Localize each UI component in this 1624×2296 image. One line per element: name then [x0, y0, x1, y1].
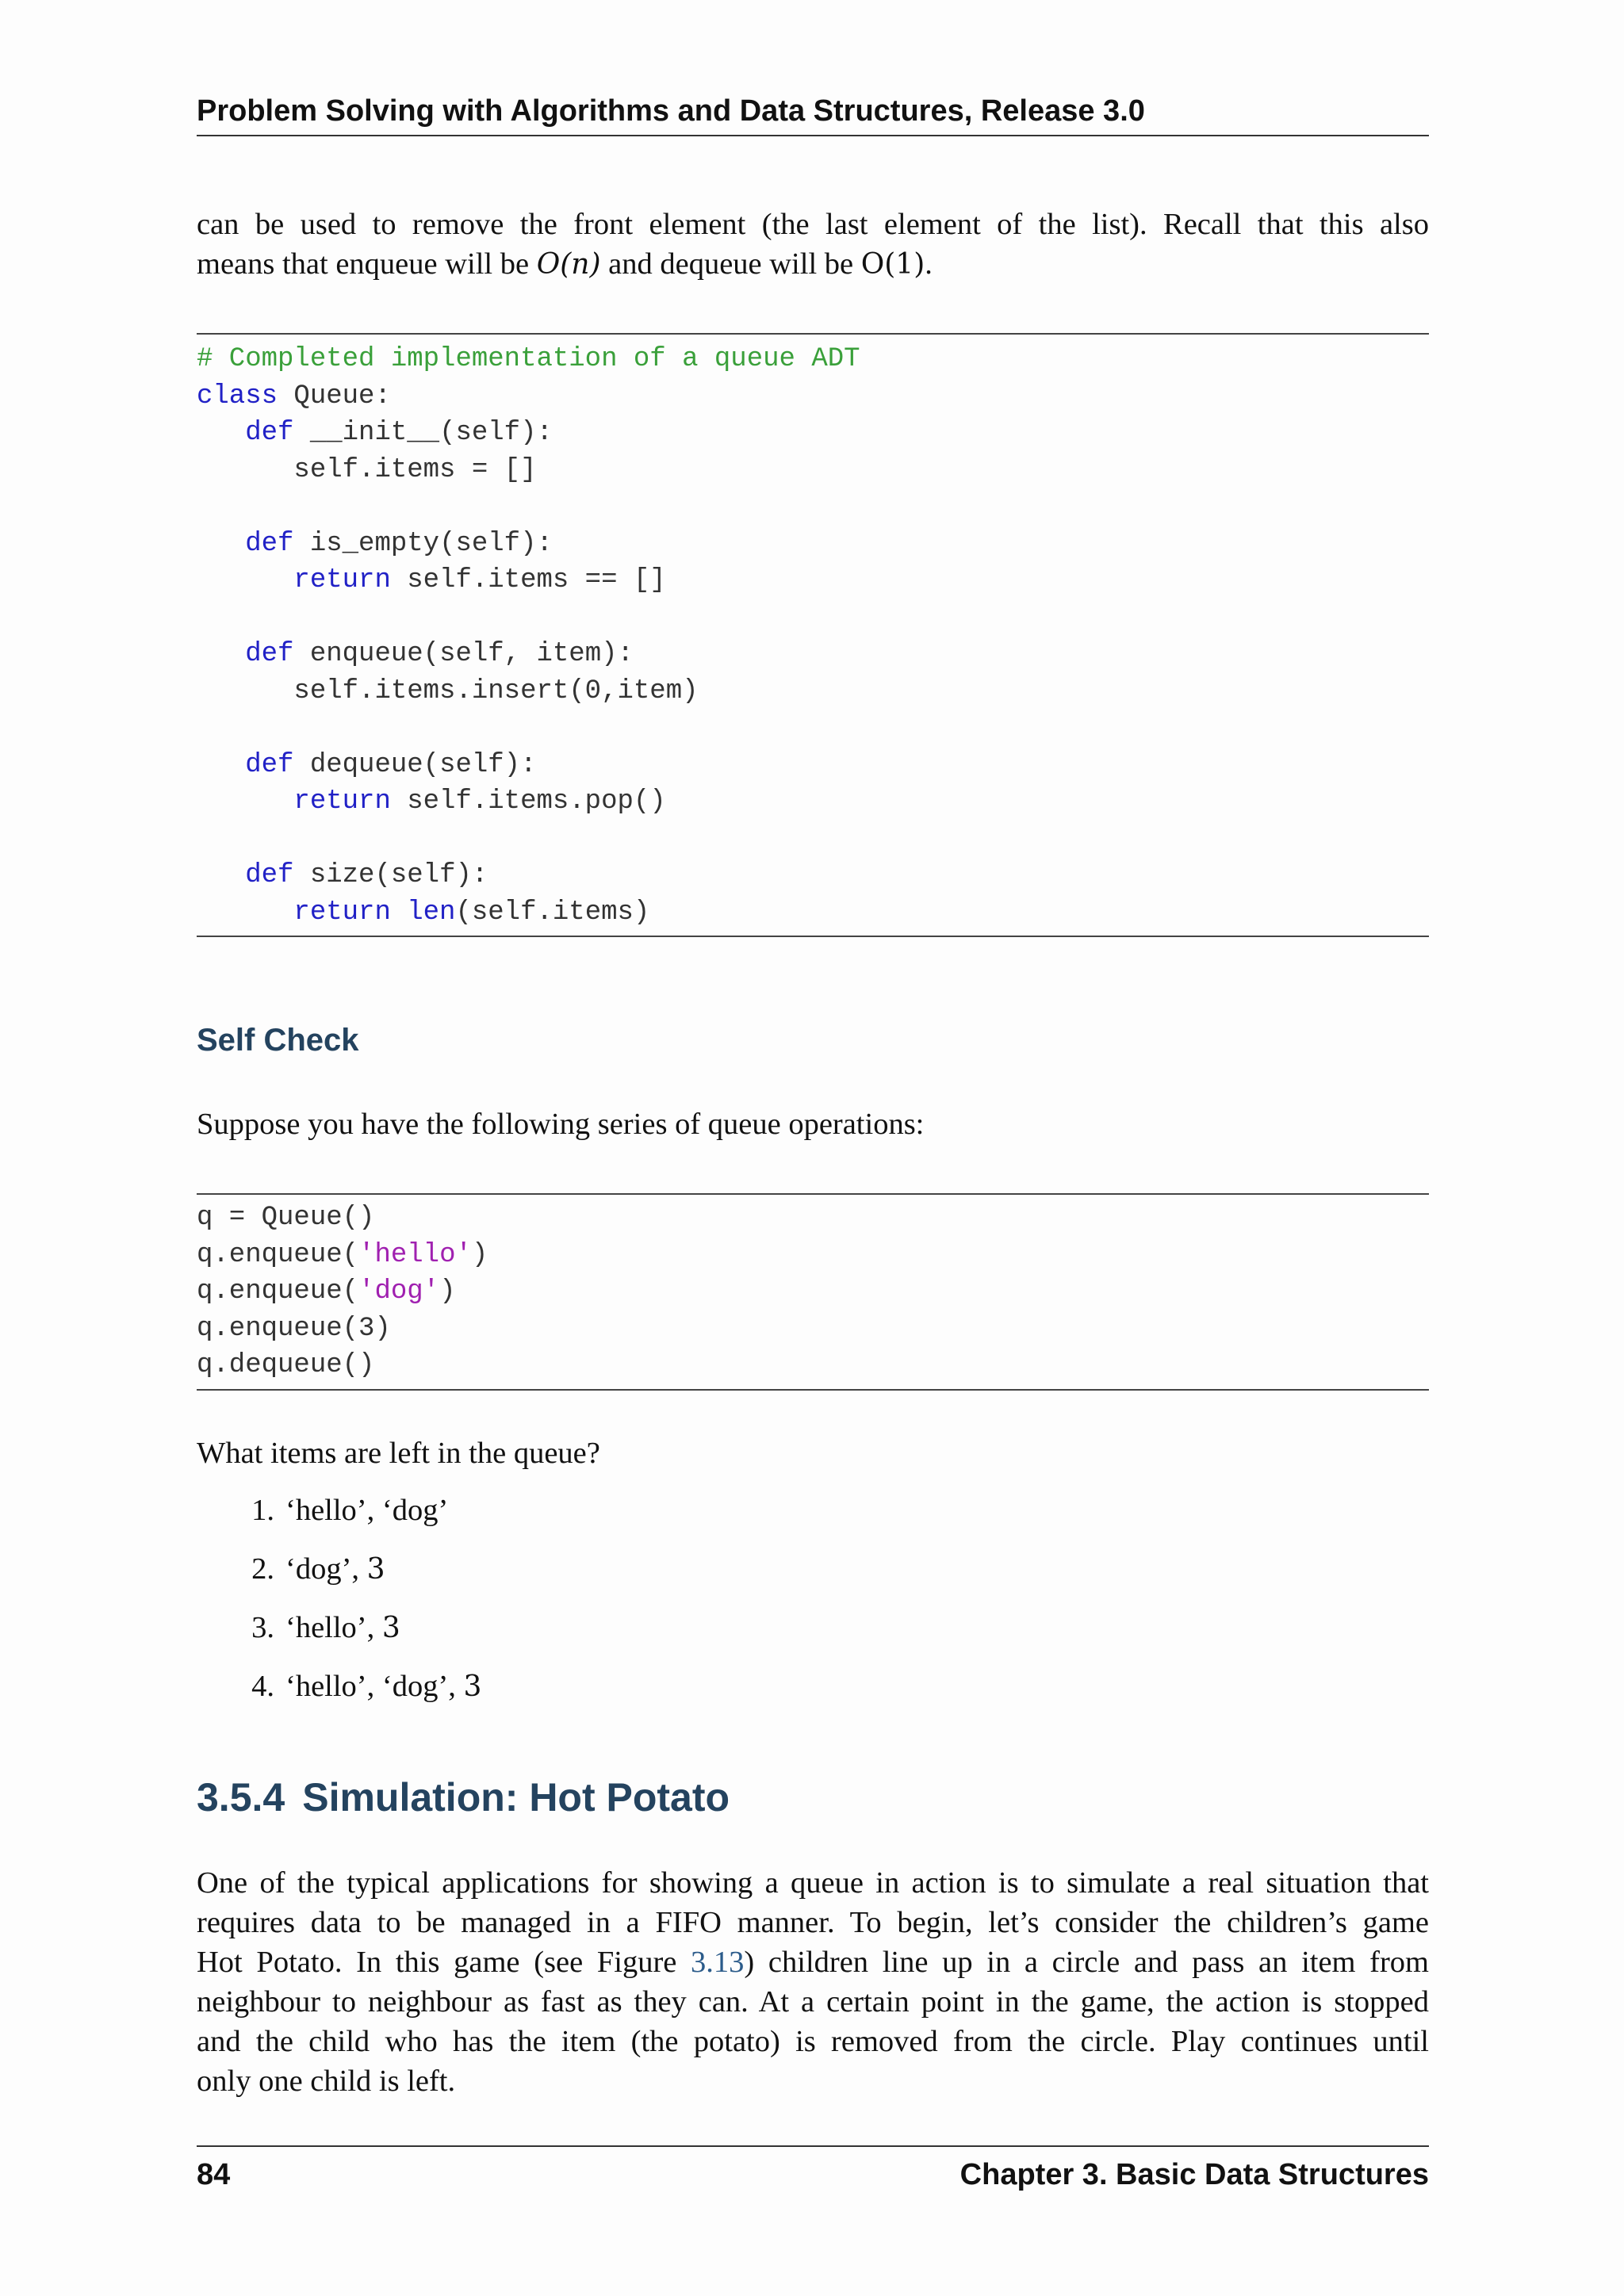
code-line — [197, 378, 1429, 415]
code-line — [197, 415, 1429, 452]
string-literal: 'dog' — [358, 1276, 440, 1307]
code-blank-line — [197, 710, 1429, 747]
page-number: 84 — [197, 2158, 231, 2191]
page-footer — [197, 2145, 1429, 2192]
page — [197, 0, 1429, 2296]
code-text: Queue: — [278, 381, 391, 411]
keyword: def — [245, 639, 294, 669]
choice-text: ‘hello’, ‘dog’ — [285, 1494, 449, 1527]
keyword: return — [293, 786, 391, 817]
body-text: ) children line up in a circle and pass an item from — [744, 1946, 1430, 1979]
code-blank-line — [197, 821, 1429, 858]
body-line: neighbour to neighbour as fast as they can. At a certain point in the game, the action is stopped — [197, 1985, 1429, 2019]
intro-line-1: can be used to remove the front element (the last element of the list). Recall that this also — [197, 208, 1429, 241]
intro-text: and dequeue will be — [600, 247, 861, 281]
keyword: def — [245, 418, 294, 448]
choice-number: 2. — [251, 1552, 274, 1586]
choice-text: ‘hello’, — [285, 1611, 382, 1644]
choice-number: 4. — [251, 1670, 274, 1703]
intro-paragraph — [197, 205, 1429, 285]
keyword: return — [293, 897, 391, 928]
choice-item[interactable] — [197, 1549, 481, 1608]
figure-link[interactable]: 3.13 — [691, 1946, 745, 1979]
choice-number-value: 3 — [381, 1612, 400, 1644]
keyword: return — [293, 565, 391, 595]
question-text: What items are left in the queue? — [197, 1437, 600, 1470]
keyword: def — [245, 528, 294, 559]
code-text: self.items.insert(0,item) — [293, 675, 699, 706]
code-blank-line — [197, 599, 1429, 637]
code-text: is_empty(self): — [293, 528, 553, 559]
builtin: len — [407, 897, 456, 928]
choice-number: 3. — [251, 1611, 274, 1644]
code-line — [197, 1237, 1429, 1274]
queue-operations-code-block — [197, 1193, 1429, 1391]
code-line: q.dequeue() — [197, 1350, 375, 1380]
body-line: only one child is left. — [197, 2064, 456, 2098]
code-text: q.enqueue( — [197, 1276, 359, 1307]
choice-text: ‘hello’, ‘dog’, — [285, 1670, 464, 1703]
big-o-1: O(1) — [860, 248, 925, 281]
choice-number-value: 3 — [463, 1670, 482, 1703]
code-text: ) — [471, 1239, 488, 1270]
keyword: def — [245, 860, 294, 890]
choice-item[interactable] — [197, 1667, 481, 1725]
queue-class-code-block — [197, 333, 1429, 937]
code-line — [197, 894, 1429, 932]
string-literal: 'hello' — [358, 1239, 472, 1270]
code-blank-line — [197, 488, 1429, 526]
code-text: dequeue(self): — [293, 749, 537, 780]
code-line — [197, 1273, 1429, 1311]
body-line: requires data to be managed in a FIFO manner. To begin, let’s consider the children’s game — [197, 1906, 1429, 1939]
code-text: (self.items) — [455, 897, 650, 928]
code-line: q = Queue() — [197, 1203, 375, 1233]
code-text: self.items.pop() — [390, 786, 666, 817]
code-text: q.enqueue( — [197, 1239, 359, 1270]
choice-number-value: 3 — [366, 1553, 385, 1586]
code-line — [197, 673, 1429, 710]
keyword: def — [245, 749, 294, 780]
code-text: enqueue(self, item): — [293, 639, 634, 669]
code-text: __init__(self): — [293, 418, 553, 448]
choice-text: ‘dog’, — [285, 1552, 367, 1586]
code-line — [197, 636, 1429, 673]
body-line: One of the typical applications for showing a queue in action is to simulate a real situation that — [197, 1866, 1429, 1900]
code-line — [197, 783, 1429, 821]
code-line — [197, 747, 1429, 784]
section-title: Simulation: Hot Potato — [302, 1775, 730, 1820]
section-number: 3.5.4 — [197, 1775, 285, 1820]
intro-text: . — [925, 247, 933, 281]
code-text: self.items == [] — [390, 565, 666, 595]
section-heading — [197, 1774, 730, 1820]
code-line — [197, 562, 1429, 599]
code-line: q.enqueue(3) — [197, 1313, 391, 1344]
running-header: Problem Solving with Algorithms and Data Structures, Release 3.0 — [197, 89, 1429, 136]
intro-line-2 — [197, 244, 1429, 285]
code-comment: # Completed implementation of a queue ADT — [197, 344, 860, 374]
body-line — [197, 1942, 1429, 1982]
code-text: self.items = [] — [293, 454, 537, 485]
choice-item[interactable] — [197, 1608, 481, 1667]
code-line — [197, 452, 1429, 489]
body-text: Hot Potato. In this game (see Figure — [197, 1946, 691, 1979]
self-check-heading: Self Check — [197, 1023, 359, 1058]
code-text: ) — [439, 1276, 456, 1307]
hot-potato-paragraph — [197, 1863, 1429, 2101]
keyword: class — [197, 381, 278, 411]
intro-text: means that enqueue will be — [197, 247, 537, 281]
choice-item[interactable] — [197, 1490, 481, 1549]
big-o-n: O(n) — [536, 248, 601, 281]
code-line — [197, 526, 1429, 563]
choice-number: 1. — [251, 1494, 274, 1527]
self-check-prompt: Suppose you have the following series of queue operations: — [197, 1108, 925, 1141]
code-text: size(self): — [293, 860, 488, 890]
body-line: and the child who has the item (the potato) is removed from the circle. Play continues until — [197, 2025, 1429, 2058]
code-line — [197, 341, 1429, 378]
chapter-title: Chapter 3. Basic Data Structures — [959, 2158, 1429, 2191]
code-line — [197, 857, 1429, 894]
answer-choices — [197, 1490, 481, 1725]
